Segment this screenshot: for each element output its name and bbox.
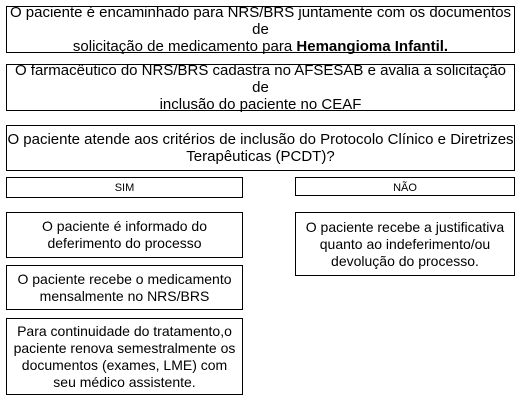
decision-criteria-line1: O paciente atende aos critérios de inclusão do Protocolo Clínico e Diretrizes [7, 131, 514, 148]
yes-approval-box [6, 212, 243, 258]
yes-renewal-line2: paciente renova semestralmente os [13, 339, 236, 356]
step-registration-box [6, 64, 515, 111]
condition-name: Hemangioma Infantil. [296, 38, 449, 55]
decision-criteria-box [6, 125, 515, 171]
no-rejection-line2: quanto ao indeferimento/ou [319, 235, 491, 252]
no-rejection-box [295, 212, 515, 276]
step-referral-line1: O paciente é encaminhado para NRS/BRS juntamente com os documentos de [9, 4, 512, 38]
no-branch-label [295, 177, 515, 196]
yes-renewal-line3: documentos (exames, LME) com [21, 356, 228, 373]
no-label-text: NÃO [393, 182, 417, 194]
step-referral-line2-text: solicitação de medicamento para [72, 38, 297, 55]
yes-renewal-line4: seu médico assistente. [53, 373, 196, 390]
yes-label-text: SIM [114, 182, 135, 194]
yes-medication-line2: mensalmente no NRS/BRS [39, 287, 210, 304]
no-rejection-line3: devolução do processo. [331, 252, 479, 269]
no-rejection-line1: O paciente recebe a justificativa [305, 218, 505, 235]
step-registration-line2: inclusão do paciente no CEAF [159, 96, 362, 113]
yes-renewal-line1: Para continuidade do tratamento,o [17, 322, 232, 339]
step-registration-line1: O farmacêutico do NRS/BRS cadastra no AFSESAB e avalia a solicitação de [14, 62, 507, 96]
yes-approval-line2: deferimento do processo [47, 235, 202, 251]
yes-medication-line1: O paciente recebe o medicamento [17, 270, 232, 287]
step-referral-line2 [7, 38, 514, 55]
yes-renewal-box [6, 318, 243, 395]
yes-branch-label [6, 177, 243, 198]
yes-medication-box [6, 265, 243, 310]
step-referral-box [6, 6, 515, 53]
decision-criteria-line2: Terapêuticas (PCDT)? [186, 148, 335, 165]
yes-approval-line1: O paciente é informado do [42, 218, 207, 234]
